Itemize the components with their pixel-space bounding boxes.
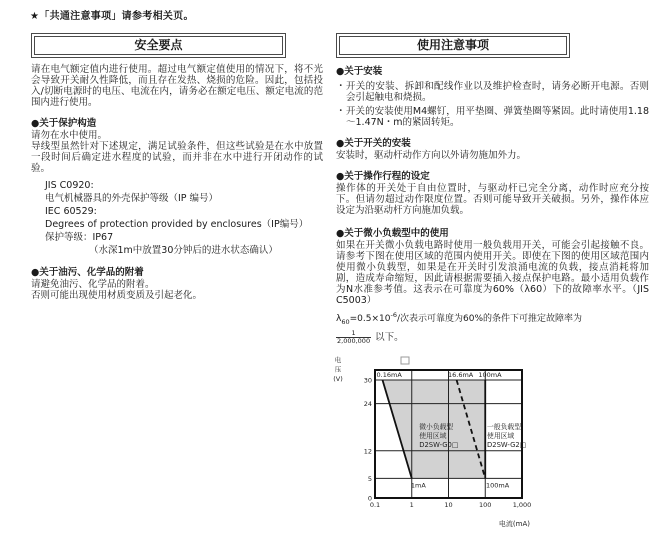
y-axis-title: (V) [333, 375, 343, 383]
protection-spec-list [45, 179, 323, 257]
usage-precautions-title: 使用注意事项 [339, 36, 567, 55]
y-axis-title: 电 [334, 356, 342, 364]
region-label: D2SW-G0□ [419, 441, 459, 450]
safety-points-column [31, 33, 323, 301]
spec-line: JIS C0920: [45, 180, 94, 191]
current-point-label: 16.6mA [448, 371, 474, 379]
micro-load-body: 如果在开关微小负载电路时使用一般负载用开关，可能会引起接触不良。请参考下图在使用区域的范围内使用开关。即使在下图的使用区域范围内使用微小负载型，如果是在开关时引发浪涌电流的负载，接点消耗将加剧，造成寿命缩短，因此请根据需要插入接点保护电路。最小适用负载作为N水准参考值。这表示在可靠度为60%（λ60）下的故障率水平。（JIS C5003） [336, 240, 649, 306]
usage-precautions-header-box [336, 33, 570, 58]
fraction: $\frac{1}{2,000,000}$ [337, 328, 371, 346]
operating-stroke-body: 操作体的开关处于自由位置时，与驱动杆已完全分离，动作时应充分按下。但请勿超过动作限度位置。否则可能导致开关破损。另外，操作体应设定为沿驱动杆方向施加负载。 [336, 183, 649, 216]
spec-line: 保护等级：IP67 [45, 232, 114, 243]
switch-mounting-heading: ●关于开关的安装 [336, 138, 411, 149]
protection-line: 请勿在水中使用。 [31, 130, 108, 141]
micro-load-heading: ●关于微小负载型中的使用 [336, 228, 449, 239]
safety-points-header-box [31, 33, 286, 58]
y-tick-label: 12 [363, 447, 372, 456]
load-usage-area-chart-svg [330, 353, 542, 535]
current-point-label: 100mA [486, 481, 510, 490]
bullet-mark: ・ [336, 106, 346, 117]
installation-bullet-2: ・ 开关的安装使用M4螺钉，用平垫圈、弹簧垫圈等紧固。此时请使用1.18～1.47N・m的紧固转矩。 [336, 106, 649, 128]
common-precautions-note: ★「共通注意事项」请参考相关页。 [30, 11, 194, 22]
safety-intro-paragraph: 请在电气额定值内进行使用。超过电气额定值使用的情况下，将不光会导致开关耐久性降低，而且存在发热、烧损的危险。因此，包括投入/切断电源时的电压、电流在内，请务必在额定电压、额定电流的范围内进行使用。 [31, 64, 323, 108]
current-point-label: 0.16mA [376, 371, 402, 379]
protection-structure-heading: ●关于保护构造 [31, 118, 97, 129]
spec-line: 电气机械器具的外壳保护等级（IP 编号） [45, 193, 219, 204]
operating-stroke-heading: ●关于操作行程的设定 [336, 171, 430, 182]
protection-paragraph: 导线型虽然针对下述规定，满足试验条件，但这些试验是在水中放置一段时间后确定进水程度的试验，而并非在水中进行开闭动作的试验。 [31, 141, 323, 174]
spec-line: IEC 60529: [45, 206, 97, 217]
y-tick-label: 5 [367, 474, 372, 483]
y-tick-label: 30 [363, 376, 372, 385]
x-tick-label: 10 [444, 501, 453, 509]
region-label: 使用区域 [487, 432, 515, 441]
spec-note: （水深1m中放置30分钟后的进水状态确认） [89, 245, 278, 256]
usage-precautions-column [336, 33, 649, 346]
oil-line-1: 请避免油污、化学品的附着。 [31, 279, 155, 290]
x-tick-label: 0.1 [369, 501, 381, 509]
x-tick-label: 1,000 [512, 501, 532, 509]
installation-bullet-1: ・ 开关的安装、拆卸和配线作业以及维护检查时，请务必断开电源。否则会引起触电和烧损。 [336, 81, 649, 103]
load-usage-area-chart [330, 353, 542, 535]
fraction-suffix: 以下。 [375, 332, 404, 344]
oil-line-2: 否则可能出现使用材质变质及引起老化。 [31, 290, 203, 301]
region-label: D2SW-G2□ [487, 441, 527, 450]
x-tick-label: 1 [409, 501, 414, 509]
x-axis-title: 电流(mA) [498, 520, 530, 528]
y-tick-label: 24 [363, 400, 372, 409]
region-label: 一般负载型 [487, 423, 522, 432]
oil-chemicals-heading: ●关于油污、化学品的附着 [31, 267, 144, 278]
switch-mounting-body: 安装时，驱动杆动作方向以外请勿施加外力。 [336, 150, 527, 161]
region-label: 微小负载型 [419, 423, 454, 432]
current-point-label: 100mA [478, 371, 502, 379]
spec-line: Degrees of protection provided by enclosures（IP编号） [45, 219, 309, 230]
y-tick-label: 0 [367, 494, 372, 503]
failure-rate-formula: $\lambda_{60}=0.5\times 10^{-6}/$次表示可靠度为60%的条件下可推定故障率为 [336, 311, 582, 326]
chart-top-marker [401, 357, 409, 364]
region-label: 使用区域 [419, 432, 447, 441]
installation-heading: ●关于安装 [336, 66, 383, 77]
x-tick-label: 100 [479, 501, 492, 509]
current-point-label: 1mA [410, 481, 426, 490]
failure-rate-fraction-line [336, 330, 649, 346]
bullet-mark: ・ [336, 81, 346, 92]
safety-points-title: 安全要点 [34, 36, 283, 55]
y-axis-title: 压 [334, 365, 342, 374]
